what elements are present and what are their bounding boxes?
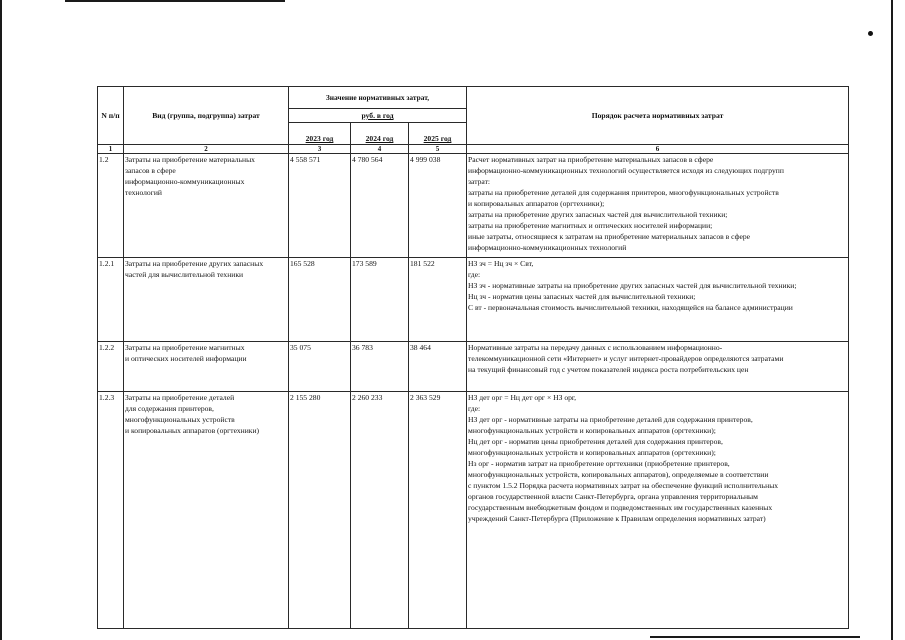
cost-type-line: Затраты на приобретение других запасных	[125, 259, 264, 268]
calc-order-line: многофункциональных устройств и копировальных аппаратов (оргтехники);	[468, 426, 716, 435]
calc-order-line: с пунктом 1.5.2 Порядка расчета нормативных затрат на обеспечение функций исполнительных	[468, 481, 779, 490]
calc-order-line: где:	[468, 404, 481, 413]
column-number: 1	[98, 145, 124, 154]
cost-type-cell	[124, 154, 289, 258]
cost-type-line: Затраты на приобретение магнитных	[125, 343, 245, 352]
calc-order-line: многофункциональных устройств и копировальных аппаратов (оргтехники);	[468, 448, 716, 457]
value-2023: 165 528	[289, 258, 351, 342]
scan-edge-bottom	[650, 636, 860, 638]
calc-order-cell	[467, 392, 849, 629]
cost-type-cell	[124, 342, 289, 392]
value-2023: 35 075	[289, 342, 351, 392]
calc-order-line: НЗ дет орг - нормативные затраты на приобретение деталей для содержания принтеров,	[468, 415, 753, 424]
calc-order-line: учреждений Санкт-Петербурга (Приложение к Правилам определения нормативных затрат)	[468, 514, 766, 523]
table-row	[98, 154, 849, 258]
calc-order-line: информационно-коммуникационных технологий осуществляется исходя из следующих подгрупп	[468, 166, 784, 175]
calc-order-line: и копировальных аппаратов (оргтехники);	[468, 199, 605, 208]
calc-order-line: затраты на приобретение деталей для содержания принтеров, многофункциональных устройств	[468, 188, 779, 197]
table-row	[98, 392, 849, 629]
column-number-row	[98, 145, 849, 154]
calc-order-line: телекоммуникационной сети «Интернет» и услуг интернет-провайдеров определяются затратами	[468, 354, 784, 363]
header-year-2023: 2023 год	[289, 123, 351, 145]
scan-speck	[868, 31, 873, 36]
calc-order-line: многофункциональных устройств, копировальных аппаратов), определяемые в соответствии	[468, 470, 769, 479]
header-value-unit: руб. в год	[289, 109, 467, 123]
column-number: 6	[467, 145, 849, 154]
value-2024: 4 780 564	[351, 154, 409, 258]
value-2025: 2 363 529	[409, 392, 467, 629]
scan-edge-right	[891, 0, 893, 640]
normative-costs-table	[97, 86, 849, 629]
header-year-2025: 2025 год	[409, 123, 467, 145]
scan-edge-left	[0, 0, 2, 640]
calc-order-line: Расчет нормативных затрат на приобретение материальных запасов в сфере	[468, 155, 714, 164]
cost-type-line: информационно-коммуникационных	[125, 177, 245, 186]
calc-order-line: органов государственной власти Санкт-Петербурга, органа управления территориальным	[468, 492, 758, 501]
cost-type-cell	[124, 392, 289, 629]
cost-type-line: технологий	[125, 188, 162, 197]
table-row	[98, 258, 849, 342]
column-number: 2	[124, 145, 289, 154]
value-2023: 4 558 571	[289, 154, 351, 258]
row-number: 1.2.2	[98, 342, 124, 392]
header-calc-order: Порядок расчета нормативных затрат	[467, 87, 849, 145]
cost-type-line: и оптических носителей информации	[125, 354, 247, 363]
cost-type-line: для содержания принтеров,	[125, 404, 214, 413]
scan-edge-top	[65, 0, 285, 2]
cost-type-line: и копировальных аппаратов (оргтехники)	[125, 426, 260, 435]
header-number: N п/п	[98, 87, 124, 145]
calc-order-line: затраты на приобретение других запасных частей для вычислительной техники;	[468, 210, 728, 219]
header-row-title	[98, 87, 849, 109]
column-number: 5	[409, 145, 467, 154]
value-2024: 2 260 233	[351, 392, 409, 629]
calc-order-line: НЗ зч - нормативные затраты на приобретение других запасных частей для вычислительной техники;	[468, 281, 797, 290]
value-2024: 173 589	[351, 258, 409, 342]
calc-order-line: на текущий финансовый год с учетом показателей индекса роста потребительских цен	[468, 365, 749, 374]
calc-order-line: затрат:	[468, 177, 490, 186]
value-2023: 2 155 280	[289, 392, 351, 629]
row-number: 1.2.3	[98, 392, 124, 629]
calc-order-line: Нц дет орг - норматив цены приобретения деталей для содержания принтеров,	[468, 437, 723, 446]
calc-order-line: информационно-коммуникационных технологий	[468, 243, 627, 252]
calc-order-cell	[467, 342, 849, 392]
column-number: 3	[289, 145, 351, 154]
row-number: 1.2.1	[98, 258, 124, 342]
value-2024: 36 783	[351, 342, 409, 392]
calc-order-line: государственным внебюджетным фондом и подведомственных им государственных казенных	[468, 503, 773, 512]
calc-order-cell	[467, 258, 849, 342]
calc-order-line: НЗ дет орг = Нц дет орг × НЗ орг,	[468, 393, 577, 402]
cost-type-line: многофункциональных устройств	[125, 415, 235, 424]
calc-order-cell	[467, 154, 849, 258]
row-number: 1.2	[98, 154, 124, 258]
calc-order-line: Нормативные затраты на передачу данных с использованием информационно-	[468, 343, 723, 352]
calc-order-line: Нц зч - норматив цены запасных частей для вычислительной техники;	[468, 292, 696, 301]
cost-type-line: частей для вычислительной техники	[125, 270, 244, 279]
cost-type-line: Затраты на приобретение деталей	[125, 393, 235, 402]
cost-type-cell	[124, 258, 289, 342]
header-value-title: Значение нормативных затрат,	[289, 87, 467, 109]
calc-order-line: Нз орг - норматив затрат на приобретение оргтехники (приобретение принтеров,	[468, 459, 730, 468]
cost-type-line: запасов в сфере	[125, 166, 176, 175]
value-2025: 4 999 038	[409, 154, 467, 258]
column-number: 4	[351, 145, 409, 154]
header-year-2024: 2024 год	[351, 123, 409, 145]
calc-order-line: С вт - первоначальная стоимость вычислительной техники, находящейся на балансе администрации	[468, 303, 793, 312]
calc-order-line: затраты на приобретение магнитных и оптических носителей информации;	[468, 221, 713, 230]
calc-order-line: НЗ зч = Нц зч × Свт,	[468, 259, 534, 268]
value-2025: 38 464	[409, 342, 467, 392]
cost-type-line: Затраты на приобретение материальных	[125, 155, 255, 164]
value-2025: 181 522	[409, 258, 467, 342]
header-cost-type: Вид (группа, подгруппа) затрат	[124, 87, 289, 145]
calc-order-line: иные затраты, относящиеся к затратам на приобретение материальных запасов в сфере	[468, 232, 751, 241]
calc-order-line: где:	[468, 270, 481, 279]
table-row	[98, 342, 849, 392]
